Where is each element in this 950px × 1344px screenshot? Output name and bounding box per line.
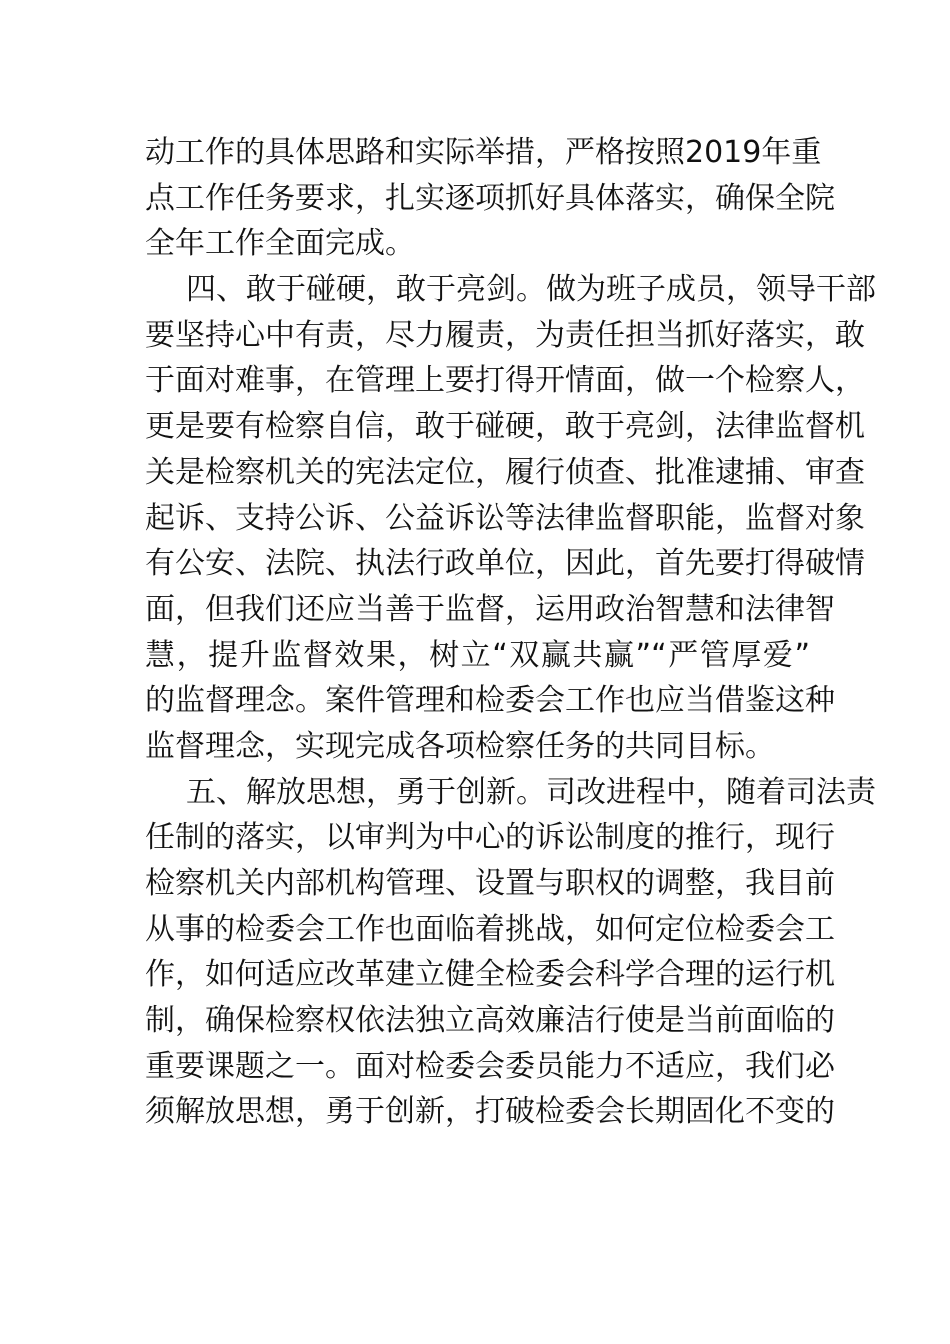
text-line: 起诉、支持公诉、公益诉讼等法律监督职能，监督对象	[145, 500, 865, 536]
paragraph-end-line: 全年工作全面完成。	[145, 226, 415, 262]
text-line: 慧，提升监督效果，树立“双赢共赢”“严管厚爱”	[145, 637, 810, 673]
text-line: 的监督理念。案件管理和检委会工作也应当借鉴这种	[145, 683, 835, 719]
text-line: 制，确保检察权依法独立高效廉洁行使是当前面临的	[145, 1003, 835, 1039]
text-line: 任制的落实，以审判为中心的诉讼制度的推行，现行	[145, 820, 835, 856]
text-line: 动工作的具体思路和实际举措，严格按照2019年重	[145, 135, 822, 170]
text-line: 有公安、法院、执法行政单位，因此，首先要打得破情	[145, 546, 865, 582]
paragraph-end-line: 监督理念，实现完成各项检察任务的共同目标。	[145, 728, 775, 764]
text-line: 检察机关内部机构管理、设置与职权的调整，我目前	[145, 866, 835, 901]
text-line: 关是检察机关的宪法定位，履行侦查、批准逮捕、审查	[145, 454, 865, 490]
text-line: 于面对难事，在管理上要打得开情面，做一个检察人，	[145, 363, 865, 399]
text-line: 须解放思想，勇于创新，打破检委会长期固化不变的	[145, 1094, 835, 1130]
paragraph-start-line: 四、敢于碰硬，敢于亮剑。做为班子成员，领导干部	[186, 272, 876, 308]
text-line: 重要课题之一。面对检委会委员能力不适应，我们必	[145, 1048, 835, 1084]
paragraph-start-line: 五、解放思想，勇于创新。司改进程中，随着司法责	[186, 774, 876, 810]
text-line: 面，但我们还应当善于监督，运用政治智慧和法律智	[145, 591, 835, 627]
text-line: 从事的检委会工作也面临着挑战，如何定位检委会工	[145, 911, 835, 947]
text-line: 要坚持心中有责，尽力履责，为责任担当抓好落实，敢	[145, 317, 865, 353]
text-line: 点工作任务要求，扎实逐项抓好具体落实，确保全院	[145, 180, 835, 216]
text-line: 更是要有检察自信，敢于碰硬，敢于亮剑，法律监督机	[145, 409, 865, 445]
body-text	[145, 130, 876, 1135]
text-line: 作，如何适应改革建立健全检委会科学合理的运行机	[145, 957, 835, 993]
